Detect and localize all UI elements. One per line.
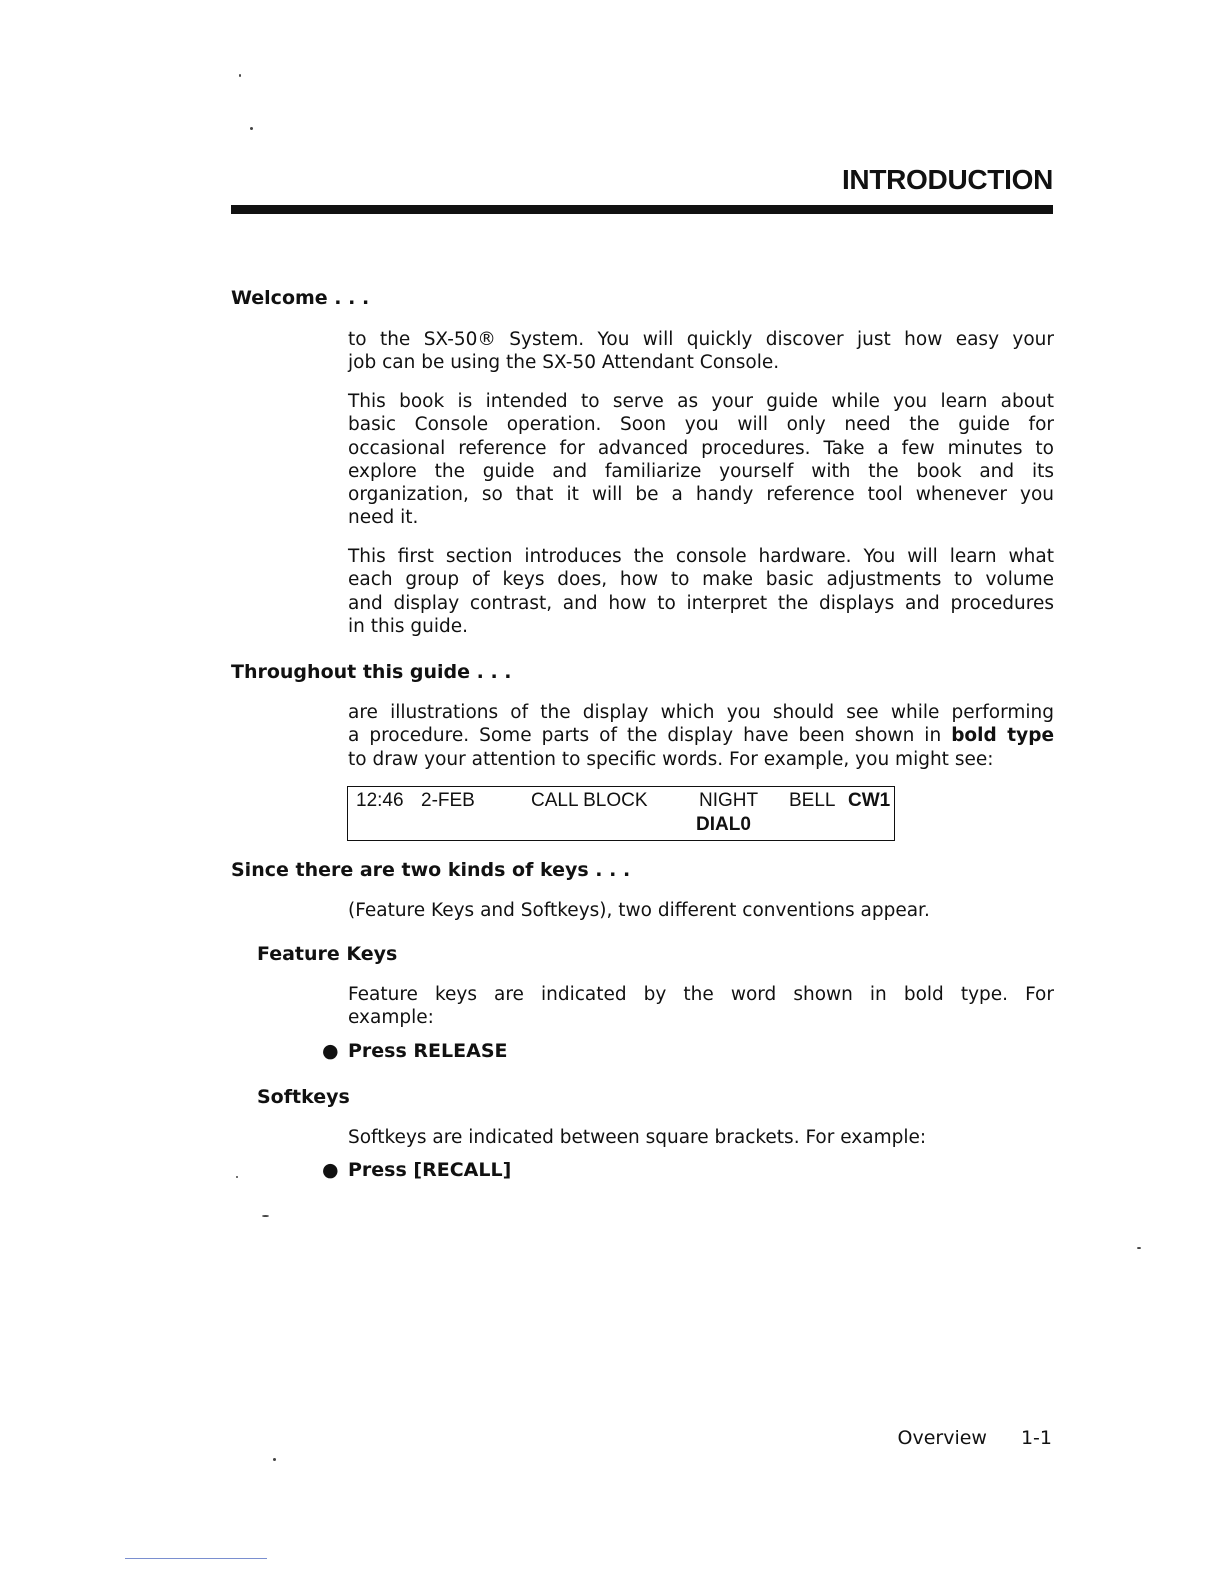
text-line: each group of keys does, how to make basic adjustments to volume <box>348 569 1054 591</box>
display-bell: BELL <box>789 790 836 811</box>
footer-section: Overview <box>897 1427 987 1449</box>
page-footer <box>898 1427 1053 1449</box>
welcome-heading: Welcome . . . <box>231 287 370 309</box>
page-title: INTRODUCTION <box>841 164 1053 195</box>
text-line: and display contrast, and how to interpret the displays and procedures <box>348 592 1054 614</box>
two-kinds-heading: Since there are two kinds of keys . . . <box>231 859 631 881</box>
softkeys-bullet <box>322 1159 511 1181</box>
bullet-text: Press [RECALL] <box>348 1159 512 1181</box>
two-kinds-paragraph <box>348 899 1054 922</box>
softkeys-paragraph <box>348 1126 1054 1149</box>
bullet-icon: ● <box>322 1040 339 1062</box>
scan-edge-line <box>125 1558 267 1559</box>
display-date: 2-FEB <box>421 790 475 811</box>
feature-keys-bullet <box>322 1040 507 1062</box>
console-display-example <box>347 786 895 841</box>
welcome-paragraph-2 <box>348 390 1054 530</box>
text-line: explore the guide and familiarize yourself with the book and its <box>348 460 1054 482</box>
text-line: are illustrations of the display which you should see while performing <box>348 702 1054 723</box>
display-cw1: CW1 <box>848 790 891 811</box>
text-line: Feature keys are indicated by the word shown in bold type. For <box>348 984 1054 1005</box>
text-line: basic Console operation. Soon you will only need the guide for <box>348 414 1054 436</box>
scan-speck <box>239 74 241 77</box>
text-line: to the SX-50® System. You will quickly discover just how easy your <box>348 329 1054 350</box>
scan-speck <box>262 1215 269 1217</box>
text-line: This book is intended to serve as your guide while you learn about <box>348 391 1054 412</box>
text-line: organization, so that it will be a handy reference tool whenever you <box>348 484 1054 506</box>
text-line: (Feature Keys and Softkeys), two different conventions appear. <box>348 900 930 921</box>
scan-speck <box>250 127 253 130</box>
text-line: need it. <box>348 507 419 529</box>
text-line: to draw your attention to specific words. For example, you might see: <box>348 748 994 770</box>
title-rule <box>231 205 1053 214</box>
display-call-block: CALL BLOCK <box>531 790 648 811</box>
bullet-text: Press RELEASE <box>348 1040 508 1062</box>
scan-speck <box>273 1458 276 1461</box>
page-number: 1-1 <box>1020 1427 1052 1449</box>
softkeys-heading: Softkeys <box>257 1086 350 1108</box>
scan-speck <box>236 1176 238 1178</box>
welcome-paragraph-3 <box>348 545 1054 638</box>
text-line <box>348 724 1054 747</box>
display-night: NIGHT <box>699 790 759 811</box>
welcome-paragraph-1 <box>348 328 1054 375</box>
text-segment: a procedure. Some parts of the display have been shown in <box>348 725 952 747</box>
throughout-paragraph <box>348 701 1054 771</box>
throughout-heading: Throughout this guide . . . <box>231 661 512 683</box>
scan-speck <box>1137 1247 1141 1249</box>
feature-keys-paragraph <box>348 983 1054 1030</box>
text-line: Softkeys are indicated between square brackets. For example: <box>348 1127 927 1148</box>
feature-keys-heading: Feature Keys <box>257 943 398 965</box>
bullet-icon: ● <box>322 1159 339 1181</box>
text-line: job can be using the SX-50 Attendant Console. <box>348 352 780 374</box>
text-line: occasional reference for advanced procedures. Take a few minutes to <box>348 437 1054 459</box>
text-line: This first section introduces the console hardware. You will learn what <box>348 546 1054 567</box>
display-dial0: DIAL0 <box>696 814 751 835</box>
text-line: in this guide. <box>348 615 468 637</box>
bold-type-example: bold type <box>951 725 1054 747</box>
display-time: 12:46 <box>356 790 404 811</box>
text-line: example: <box>348 1007 434 1029</box>
